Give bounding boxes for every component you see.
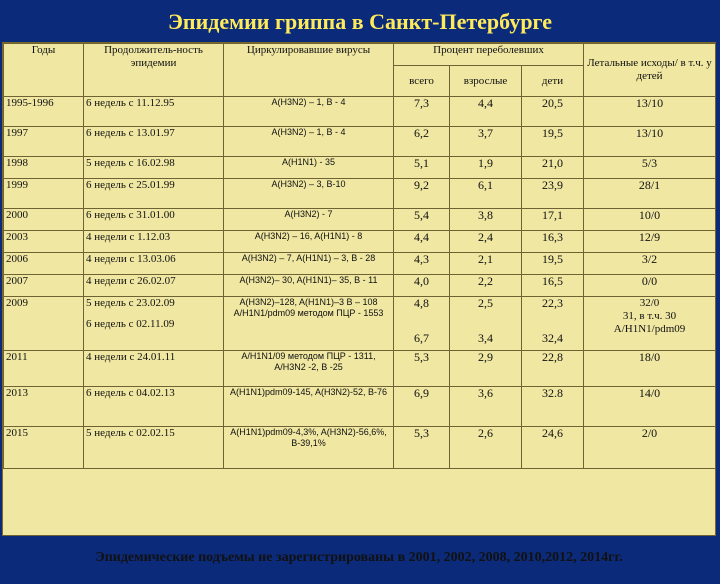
row-lethal: 2/0	[584, 427, 716, 469]
row-duration-second: 6 недель с 02.11.09	[86, 318, 175, 330]
row-duration-pair	[84, 297, 224, 351]
row-viruses: A(H3N2)– 30, A(H1N1)– 35, B - 11	[224, 275, 394, 297]
row-adults-first: 2,5	[478, 296, 493, 310]
row-year: 1997	[4, 127, 84, 157]
row-duration: 5 недель с 02.02.15	[84, 427, 224, 469]
table-row	[4, 209, 716, 231]
table-row-2009	[4, 297, 716, 351]
row-lethal: 12/9	[584, 231, 716, 253]
row-year: 2013	[4, 387, 84, 427]
row-children: 20,5	[522, 97, 584, 127]
row-duration: 4 недели с 24.01.11	[84, 351, 224, 387]
row-lethal-pair	[584, 297, 716, 351]
row-adults: 3,7	[450, 127, 522, 157]
row-adults: 4,4	[450, 97, 522, 127]
header-years: Годы	[4, 44, 84, 97]
row-year: 1998	[4, 157, 84, 179]
row-lethal: 13/10	[584, 127, 716, 157]
row-total: 5,1	[394, 157, 450, 179]
row-viruses-pair	[224, 297, 394, 351]
row-adults-pair	[450, 297, 522, 351]
row-children-pair	[522, 297, 584, 351]
header-adults: взрослые	[450, 66, 522, 97]
row-lethal-second: 31, в т.ч. 30 A/H1N1/pdm09	[613, 310, 686, 335]
row-adults: 3,6	[450, 387, 522, 427]
row-total: 6,9	[394, 387, 450, 427]
table-row	[4, 253, 716, 275]
header-percent: Процент переболевших	[394, 44, 584, 66]
row-duration: 6 недель с 11.12.95	[84, 97, 224, 127]
row-lethal: 28/1	[584, 179, 716, 209]
row-children-first: 22,3	[542, 296, 563, 310]
row-year: 2003	[4, 231, 84, 253]
row-viruses: A(H3N2) – 16, A(H1N1) - 8	[224, 231, 394, 253]
row-children: 16,5	[522, 275, 584, 297]
row-adults: 3,8	[450, 209, 522, 231]
row-lethal: 0/0	[584, 275, 716, 297]
table-panel	[2, 42, 716, 565]
table-row	[4, 275, 716, 297]
row-lethal: 10/0	[584, 209, 716, 231]
table-row	[4, 97, 716, 127]
row-viruses: A/H1N1/09 методом ПЦР - 1311, A/H3N2 -2, B -25	[224, 351, 394, 387]
row-duration: 6 недель с 04.02.13	[84, 387, 224, 427]
header-lethal: Летальные исходы/ в т.ч. у детей	[584, 44, 716, 97]
row-duration: 4 недели с 1.12.03	[84, 231, 224, 253]
row-children: 24,6	[522, 427, 584, 469]
row-lethal: 14/0	[584, 387, 716, 427]
row-duration: 6 недель с 25.01.99	[84, 179, 224, 209]
table-row	[4, 179, 716, 209]
row-duration: 4 недели с 26.02.07	[84, 275, 224, 297]
row-viruses-second: A/H1N1/pdm09 методом ПЦР - 1553	[233, 308, 384, 318]
row-adults: 6,1	[450, 179, 522, 209]
row-year: 2006	[4, 253, 84, 275]
header-children: дети	[522, 66, 584, 97]
row-total: 9,2	[394, 179, 450, 209]
row-year: 1999	[4, 179, 84, 209]
table-row	[4, 157, 716, 179]
row-total-second: 6,7	[414, 331, 429, 345]
row-children: 17,1	[522, 209, 584, 231]
row-total: 4,3	[394, 253, 450, 275]
row-viruses: A(H1N1)pdm09-145, A(H3N2)-52, B-76	[224, 387, 394, 427]
row-viruses: A(H3N2) – 1, B - 4	[224, 97, 394, 127]
row-adults: 1,9	[450, 157, 522, 179]
row-adults: 2,4	[450, 231, 522, 253]
row-viruses: A(H3N2) – 7, A(H1N1) – 3, B - 28	[224, 253, 394, 275]
row-lethal: 5/3	[584, 157, 716, 179]
row-total-pair	[394, 297, 450, 351]
table-row	[4, 127, 716, 157]
table-row	[4, 387, 716, 427]
row-total: 6,2	[394, 127, 450, 157]
row-lethal: 13/10	[584, 97, 716, 127]
row-children: 32.8	[522, 387, 584, 427]
row-year: 1995-1996	[4, 97, 84, 127]
row-total-first: 4,8	[414, 296, 429, 310]
row-year: 2009	[4, 297, 84, 351]
row-viruses: A(H3N2) – 3, B-10	[224, 179, 394, 209]
row-children: 21,0	[522, 157, 584, 179]
header-viruses: Циркулировавшие вирусы	[224, 44, 394, 97]
row-children: 23,9	[522, 179, 584, 209]
row-total: 4,0	[394, 275, 450, 297]
row-year: 2015	[4, 427, 84, 469]
row-viruses-first: A(H3N2)–128, A(H1N1)–3 B – 108	[239, 297, 378, 307]
row-lethal: 18/0	[584, 351, 716, 387]
footer-note: Эпидемические подъемы не зарегистрированы в 2001, 2002, 2008, 2010,2012, 2014гг.	[3, 535, 715, 584]
row-total: 4,4	[394, 231, 450, 253]
row-year: 2000	[4, 209, 84, 231]
table-row	[4, 427, 716, 469]
row-year: 2011	[4, 351, 84, 387]
row-adults: 2,1	[450, 253, 522, 275]
row-children: 16,3	[522, 231, 584, 253]
table-row	[4, 351, 716, 387]
epidemic-table	[3, 43, 716, 469]
slide-title: Эпидемии гриппа в Санкт-Петербурге	[167, 9, 553, 34]
row-viruses: A(H1N1)pdm09-4,3%, A(H3N2)-56,6%, B-39,1%	[224, 427, 394, 469]
row-total: 5,3	[394, 427, 450, 469]
row-children: 22,8	[522, 351, 584, 387]
row-duration: 4 недели с 13.03.06	[84, 253, 224, 275]
row-adults: 2,2	[450, 275, 522, 297]
row-adults-second: 3,4	[478, 331, 493, 345]
row-year: 2007	[4, 275, 84, 297]
row-viruses: A(H3N2) – 1, B - 4	[224, 127, 394, 157]
row-lethal-first: 32/0	[639, 297, 660, 309]
row-viruses: A(H1N1) - 35	[224, 157, 394, 179]
row-total: 7,3	[394, 97, 450, 127]
row-total: 5,3	[394, 351, 450, 387]
row-duration-first: 5 недель с 23.02.09	[86, 297, 175, 309]
row-adults: 2,6	[450, 427, 522, 469]
row-adults: 2,9	[450, 351, 522, 387]
row-children: 19,5	[522, 253, 584, 275]
row-lethal: 3/2	[584, 253, 716, 275]
table-row	[4, 231, 716, 253]
row-children: 19,5	[522, 127, 584, 157]
row-duration: 5 недель с 16.02.98	[84, 157, 224, 179]
table-body-early	[4, 97, 716, 469]
header-total: всего	[394, 66, 450, 97]
row-duration: 6 недель с 31.01.00	[84, 209, 224, 231]
row-viruses: A(H3N2) - 7	[224, 209, 394, 231]
row-children-second: 32,4	[542, 331, 563, 345]
row-total: 5,4	[394, 209, 450, 231]
row-duration: 6 недель с 13.01.97	[84, 127, 224, 157]
header-duration: Продолжитель-ность эпидемии	[84, 44, 224, 97]
